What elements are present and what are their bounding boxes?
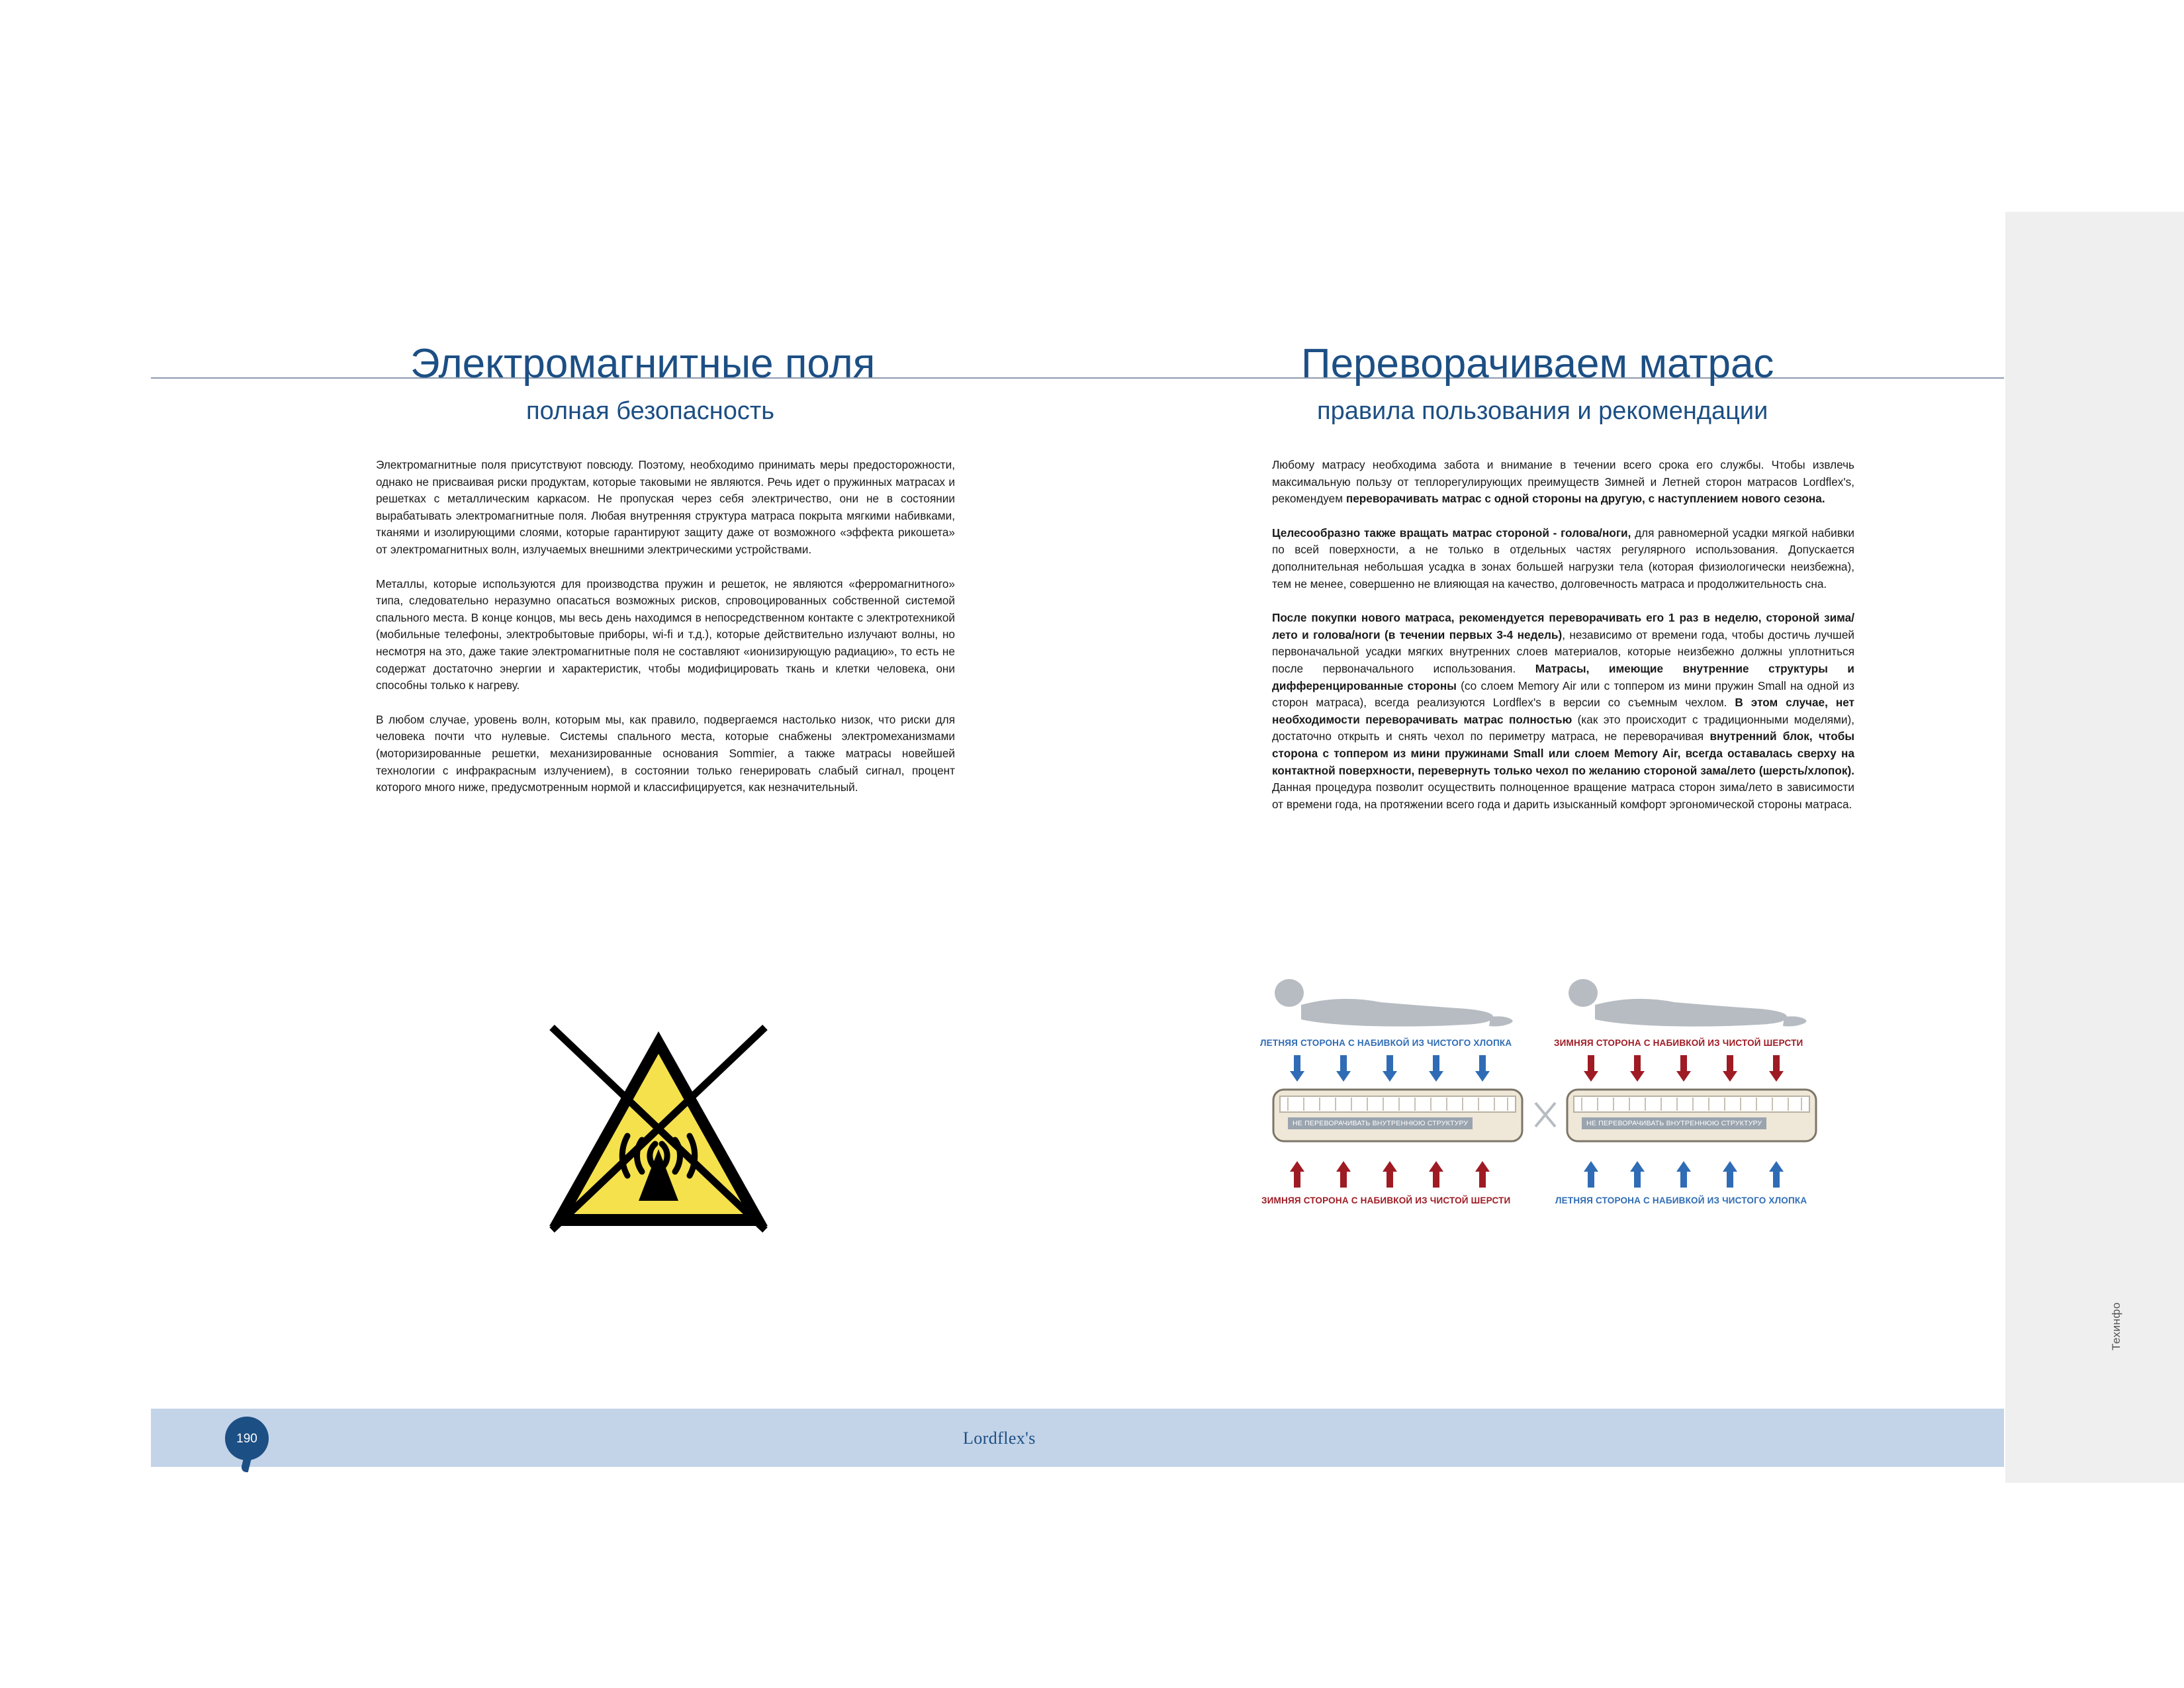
caption-right-top: ЗИМНЯЯ СТОРОНА С НАБИВКОЙ ИЗ ЧИСТОЙ ШЕРСТИ [1554,1038,1803,1048]
page-title-right: Переворачиваем матрас [1301,340,1774,387]
text-run: Любому матрасу необходима забота и внимание в течении всего срока его службы. Чтобы извлечь максимальную пользу от теплорегулирующих преимуществ Зимней и Летней сторон матрасов Lordflex's, рекомендуем [1272,458,1854,506]
non-ionizing-radiation-crossed-out-icon [543,1019,774,1238]
paragraph [1272,525,1854,592]
text-run: (со слоем Memory Air или с топпером из мини пружин Small на одной из сторон матраса), всегда реализуются Lordflex's в версии со съемным чехлом. [1272,679,1854,710]
inner-label-right: НЕ ПЕРЕВОРАЧИВАТЬ ВНУТРЕННЮЮ СТРУКТУРУ [1582,1117,1766,1129]
caption-right-bottom: ЛЕТНЯЯ СТОРОНА С НАБИВКОЙ ИЗ ЧИСТОГО ХЛОПКА [1555,1196,1807,1205]
page-title-left: Электромагнитные поля [410,340,876,387]
inner-label-left: НЕ ПЕРЕВОРАЧИВАТЬ ВНУТРЕННЮЮ СТРУКТУРУ [1288,1117,1473,1129]
emphasis-run: Целесообразно также вращать матрас стороной - голова/ноги, [1272,526,1631,539]
footer-bar [151,1409,2004,1467]
text-run: для равномерной усадки мягкой набивки по всей поверхности, а не только в отдельных частях регулярного использования. Допускается дополнительная небольшая усадка в зонах большей нагрузки тела (которая физиологически неизбежна), тем не менее, совершенно не влияющая на качество, долговечность матраса и продолжительность сна. [1272,526,1854,590]
page-number-badge [225,1417,269,1460]
text-run: Данная процедура позволит осуществить полноценное вращение матраса сторон зима/лето в зависимости от времени года, на протяжении всего года и дарить изысканный комфорт эргономической стороны матраса. [1272,780,1854,811]
emphasis-run: Матрасы, имеющие внутренние структуры и дифференцированные стороны [1272,661,1854,692]
emphasis-run: внутренний блок, чтобы сторона с топпером из мини пружинами Small или слоем Memory Air, всегда оставалась сверху на контактной поверхности, перевернуть только чехол по желанию стороной зама/лето (шерсть/хлопок). [1272,729,1854,777]
text-run: , независимо от времени года, чтобы достичь лучшей первоначальной усадки мягких внутренних слоев материалов, которые неизбежно должны уплотниться после первоначального использования. [1272,628,1854,675]
separator-cross [1535,1103,1555,1127]
paragraph [1272,457,1854,508]
paragraph [1272,610,1854,813]
emphasis-run: переворачивать матрас с одной стороны на другую, с наступлением нового сезона. [1345,492,1825,506]
sleeping-person-right [1569,979,1807,1027]
brand-logo: Lordflex's [963,1429,1036,1448]
paragraph: Металлы, которые используются для производства пружин и решеток, не являются «ферромагнитного» типа, следовательно неразумно опасаться возможных рисков, спровоцированных собственной системой спального места. В конце концов, мы весь день находимся в непосредственном контакте с электротехникой (мобильные телефоны, электробытовые приборы, wi-fi и т.д.), которые действительно излучают волны, но несмотря на это, даже такие электромагнитные поля не составляют «ионизирующую радиацию», то есть не содержат достаточно энергии и характеристик, чтобы модифицировать ткань и клетки человека, они способны только к нагреву. [376,577,955,692]
caption-left-bottom: ЗИМНЯЯ СТОРОНА С НАБИВКОЙ ИЗ ЧИСТОЙ ШЕРСТИ [1261,1196,1511,1205]
paragraph: Электромагнитные поля присутствуют повсюду. Поэтому, необходимо принимать меры предосторожности, однако не присваивая риски продуктам, которые таковыми не являются. Речь идет о пружинных матрасах и решетках с металлическим каркасом. Не пропуская через себя электричество, они не в состоянии вырабатывать электромагнитные поля. Любая внутренняя структура матраса покрыта мягкими набивками, тканями и изолирующими слоями, которые гарантируют защиту даже от возможного «эффекта рикошета» от электромагнитных волн, излучаемых внешними электрическими устройствами. [376,458,955,556]
caption-left-top: ЛЕТНЯЯ СТОРОНА С НАБИВКОЙ ИЗ ЧИСТОГО ХЛОПКА [1260,1038,1512,1048]
emphasis-run: В этом случае, нет необходимости переворачивать матрас полностью [1272,696,1854,726]
text-run: (как это происходит с традиционными моделями), достаточно открыть и снять чехол по периметру матраса, не переворачивая [1272,712,1854,743]
page-subtitle-left: полная безопасность [526,397,775,425]
mattress-right [1567,1090,1816,1141]
sleeping-person-left [1275,979,1513,1027]
page-subtitle-right: правила пользования и рекомендации [1317,397,1768,425]
article-body-left [376,457,955,796]
paragraph: В любом случае, уровень волн, которым мы, как правило, подвергаемся настолько низок, что риски для человека почти что нулевые. Системы спального места, которые снабжены электромеханизмами (моторизированные решетки, механизированные основания Sommier, а также матрасы новейшей технологии с инфракрасным излучением), в состоянии только генерировать слабый сигнал, процент которого много ниже, предусмотренным нормой и классифицируется, как незначительный. [376,712,955,794]
side-tab-strip [2005,212,2184,1483]
emphasis-run: После покупки нового матраса, рекомендуется переворачивать его 1 раз в неделю, стороной зима/лето и голова/ноги (в течении первых 3-4 недель) [1272,611,1854,641]
page-number: 190 [236,1431,257,1446]
article-body-right [1272,457,1854,813]
mattress-flipping-diagram [1257,973,1833,1238]
mattress-left [1273,1090,1522,1141]
side-tab-label: Техинфо [2110,1302,2122,1350]
